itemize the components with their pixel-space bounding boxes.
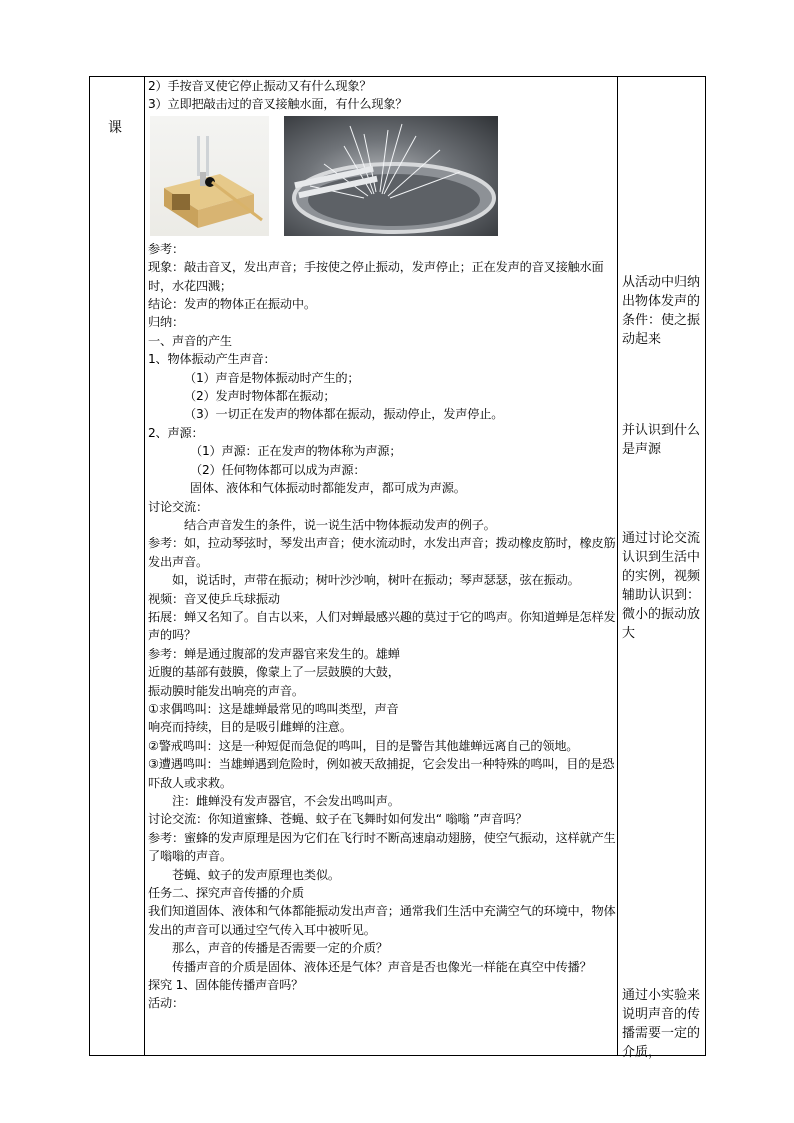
section-heading: 一、声音的产生	[148, 333, 232, 348]
text-line: 2、声源：	[148, 425, 204, 440]
text-line: 现象：敲击音叉，发出声音；手按使之停止振动，发声停止；正在发声的音叉接触水面时，水花四溅；	[148, 260, 604, 293]
text-line: 1、物体振动产生声音：	[148, 352, 276, 367]
text-line: 响亮而持续，目的是吸引雌蝉的注意。	[148, 720, 352, 735]
tuning-fork-water-image	[284, 116, 498, 236]
text-line: 传播声音的介质是固体、液体还是气体？声音是否也像光一样能在真空中传播？	[172, 959, 592, 974]
text-line: 固体、液体和气体振动时都能发声，都可成为声源。	[190, 481, 466, 496]
experiment-images	[148, 116, 616, 240]
text-line: （2）任何物体都可以成为声源：	[190, 462, 366, 477]
text-line: 如，说话时，声带在振动；树叶沙沙响，树叶在振动；琴声瑟瑟，弦在振动。	[172, 573, 580, 588]
text-line: （1）声音是物体振动时产生的；	[184, 370, 360, 385]
text-line: 活动：	[148, 996, 184, 1011]
side-note: 通过讨论交流认识到生活中的实例，视频辅助认识到：微小的振动放大	[622, 531, 701, 641]
section-heading: 任务二、探究声音传播的介质	[148, 886, 304, 901]
text-line: 那么，声音的传播是否需要一定的介质？	[172, 941, 388, 956]
text-line: 视频：音叉使乒乓球振动	[148, 591, 280, 606]
text-line: （1）声源：正在发声的物体称为声源；	[190, 444, 402, 459]
text-line: 参考：蜜蜂的发声原理是因为它们在飞行时不断高速扇动翅膀，使空气振动，这样就产生了嗡嗡的声音。	[148, 830, 616, 864]
text-line: 探究 1、固体能传播声音吗？	[148, 978, 304, 993]
text-line: 拓展：蝉又名知了。自古以来，人们对蝉最感兴趣的莫过于它的鸣声。你知道蝉是怎样发声的吗？	[148, 609, 616, 643]
text-line: 注：雌蝉没有发声器官，不会发出鸣叫声。	[172, 794, 400, 808]
text-line: 讨论交流：	[148, 499, 208, 514]
side-note: 从活动中归纳出物体发声的条件：使之振动起来	[622, 275, 701, 347]
text-line: ③遭遇鸣叫：当雄蝉遇到危险时，例如被天敌捕捉，它会发出一种特殊的鸣叫，目的是恐吓敌人或求救。	[148, 757, 615, 790]
side-note: 并认识到什么是声源	[622, 423, 701, 457]
text-line: 参考：如，拉动琴弦时，琴发出声音；使水流动时，水发出声音；拨动橡皮筋时，橡皮筋发出声音。	[148, 536, 616, 569]
question-line: 3）立即把敲击过的音叉接触水面，有什么现象？	[148, 97, 408, 112]
text-line: 讨论交流：你知道蜜蜂、苍蝇、蚊子在飞舞时如何发出“ 嗡嗡 ”声音吗？	[148, 812, 528, 827]
lesson-table	[89, 76, 706, 1060]
text-line: 归纳：	[148, 315, 184, 330]
row-label: 课	[108, 120, 122, 136]
text-line: 近腹的基部有鼓膜，像蒙上了一层鼓膜的大鼓，	[148, 665, 400, 680]
question-line: 2）手按音叉使它停止振动又有什么现象？	[148, 79, 372, 93]
text-line: 振动膜时能发出响亮的声音。	[148, 683, 304, 698]
tuning-fork-image	[150, 116, 269, 236]
text-line: 参考：	[148, 241, 184, 256]
text-line: （2）发声时物体都在振动；	[184, 389, 336, 404]
text-line: 结合声音发生的条件，说一说生活中物体振动发声的例子。	[184, 517, 496, 532]
text-line: 结论：发声的物体正在振动中。	[148, 297, 316, 312]
text-line: ②警戒鸣叫：这是一种短促而急促的鸣叫，目的是警告其他雄蝉远离自己的领地。	[148, 738, 579, 753]
side-note: 通过小实验来说明声音的传播需要一定的介质，	[622, 988, 701, 1060]
text-line: 我们知道固体、液体和气体都能振动发出声音；通常我们生活中充满空气的环境中，物体发出的声音可以通过空气传入耳中被听见。	[148, 904, 616, 937]
text-line: ①求偶鸣叫：这是雄蝉最常见的鸣叫类型，声音	[148, 701, 399, 716]
text-line: 苍蝇、蚊子的发声原理也类似。	[172, 867, 340, 882]
text-line: （3）一切正在发声的物体都在振动，振动停止，发声停止。	[184, 407, 504, 422]
text-line: 参考：蝉是通过腹部的发声器官来发生的。雄蝉	[148, 646, 400, 661]
column-divider-right	[617, 77, 618, 1055]
main-content	[148, 77, 616, 1013]
column-divider-left	[144, 77, 145, 1055]
